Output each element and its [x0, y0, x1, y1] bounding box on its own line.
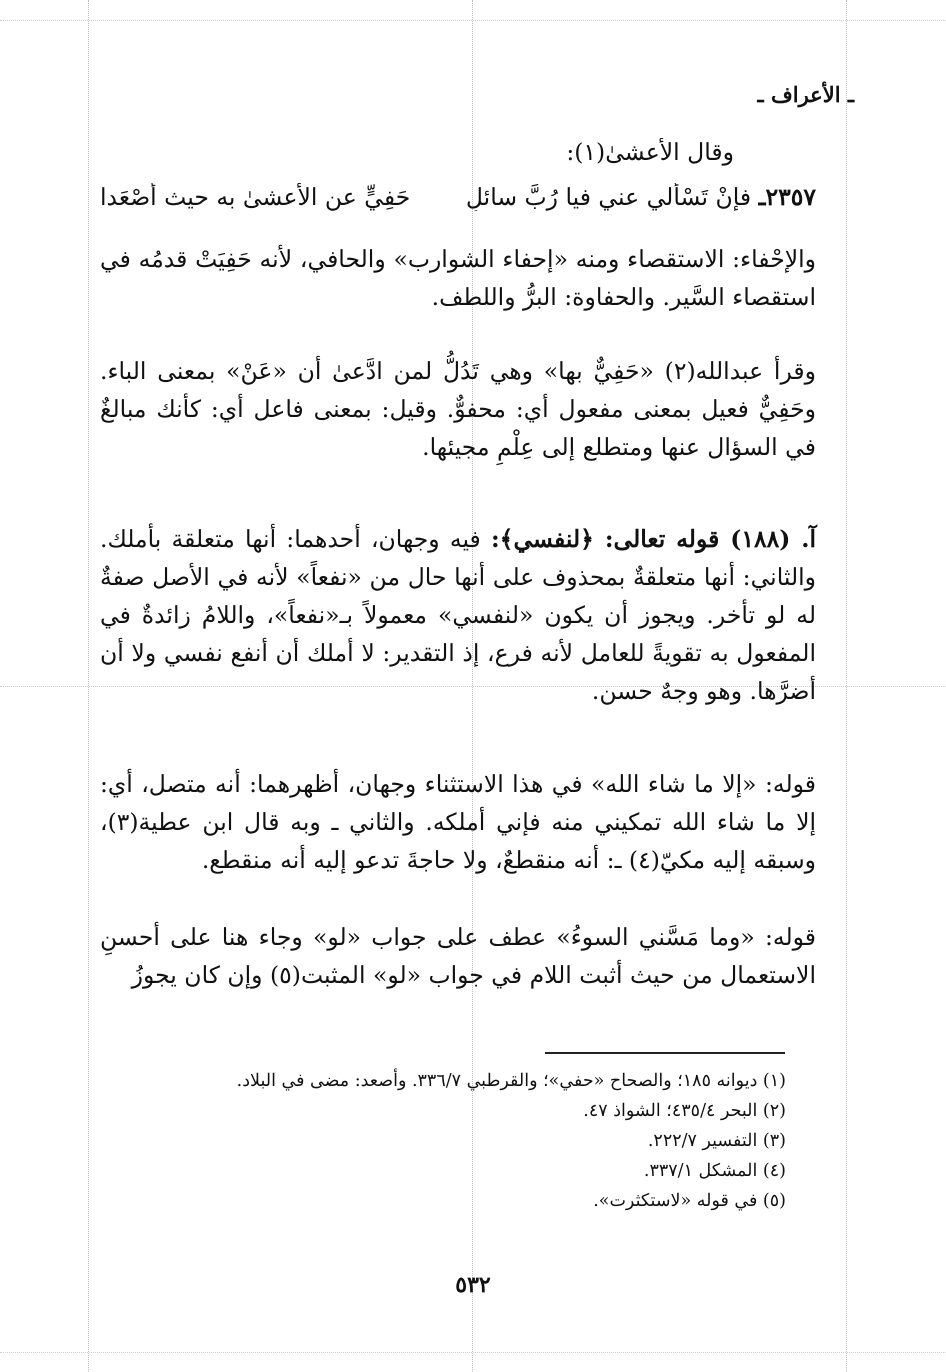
verse-number: ٢٣٥٧ـ: [758, 183, 816, 211]
footnote-separator: [545, 1052, 785, 1054]
intro-line: وقال الأعشىٰ(١):: [566, 138, 734, 166]
verse-heading: آ. (١٨٨) قوله تعالى: ﴿لنفسي﴾:: [491, 525, 816, 553]
footnote-item: (٥) في قوله «لاستكثرت».: [593, 1191, 786, 1211]
scan-guide-line: [0, 20, 946, 21]
running-head: ـ الأعراف ـ: [757, 82, 854, 107]
footnotes: [106, 1066, 786, 1216]
paragraph-abdullah-reading: وقرأ عبدالله(٢) «حَفِيٌّ بها» وهي تَدُلُّ لمن ادَّعىٰ أن «عَنْ» بمعنى الباء. وحَفِيٌّ فعيل بمعنى مفعول أي: محفوٌّ. وقيل: بمعنى فاعل أي: كأنك مبالغٌ في السؤال عنها ومتطلع إلى عِلْمِ مجيئها.: [100, 357, 816, 461]
footnote-item: (٣) التفسير ٢٢٢/٧.: [647, 1131, 786, 1151]
page-number: ٥٣٢: [455, 1272, 491, 1298]
paragraph-lau: قوله: «وما مَسَّني السوءُ» عطف على جواب «لو» وجاء هنا على أحسنِ الاستعمال من حيث أثبت اللام في جواب «لو» المثبت(٥) وإن كان يجوزُ: [100, 923, 816, 989]
paragraph-istithna: قوله: «إلا ما شاء الله» في هذا الاستثناء وجهان، أظهرهما: أنه متصل، أي: إلا ما شاء الله تمكيني منه فإني أملكه. والثاني ـ وبه قال ابن عطية(٣)، وسبقه إليه مكيّ(٤) ـ: أنه منقطعٌ، ولا حاجةَ تدعو إليه أنه منقطع.: [100, 770, 816, 874]
footnote-item: (١) ديوانه ١٨٥؛ والصحاح «حفي»؛ والقرطبي ٣٣٦/٧. وأصعد: مضى في البلاد.: [236, 1071, 786, 1091]
paragraph-ihfa: والإحْفاء: الاستقصاء ومنه «إحفاء الشوارب» والحافي، لأنه حَفِيَتْ قدمُه في استقصاء السَّير. والحفاوة: البرُّ واللطف.: [100, 245, 816, 311]
poem-verse: [100, 183, 816, 211]
footnote-item: (٤) المشكل ٣٣٧/١.: [643, 1161, 786, 1181]
verse-hemistich-left: حَفِيٍّ عن الأعشىٰ به حيث أَصْعَدا: [100, 183, 411, 211]
footnote-item: (٢) البحر ٤٣٥/٤؛ الشواذ ٤٧.: [583, 1101, 786, 1121]
paragraph-verse-188: [100, 520, 816, 710]
scan-guide-line: [0, 1352, 946, 1353]
verse-hemistich-right: فإنْ تَسْأَلي عني فيا رُبَّ سائلٍ: [465, 183, 752, 211]
verse-commentary: فيه وجهان، أحدهما: أنها متعلقة بأملك. والثاني: أنها متعلقةٌ بمحذوف على أنها حال من «نفعاً» لأنه في الأصل صفةٌ له لو تأخر. ويجوز أن يكون «لنفسي» معمولاً بـ«نفعاً»، واللامُ زائدةٌ في المفعول به تقويةً للعامل لأنه فرع، إذ التقدير: لا أملك أن أنفع نفسي ولا أن أضرَّها. وهو وجهٌ حسن.: [100, 525, 816, 705]
